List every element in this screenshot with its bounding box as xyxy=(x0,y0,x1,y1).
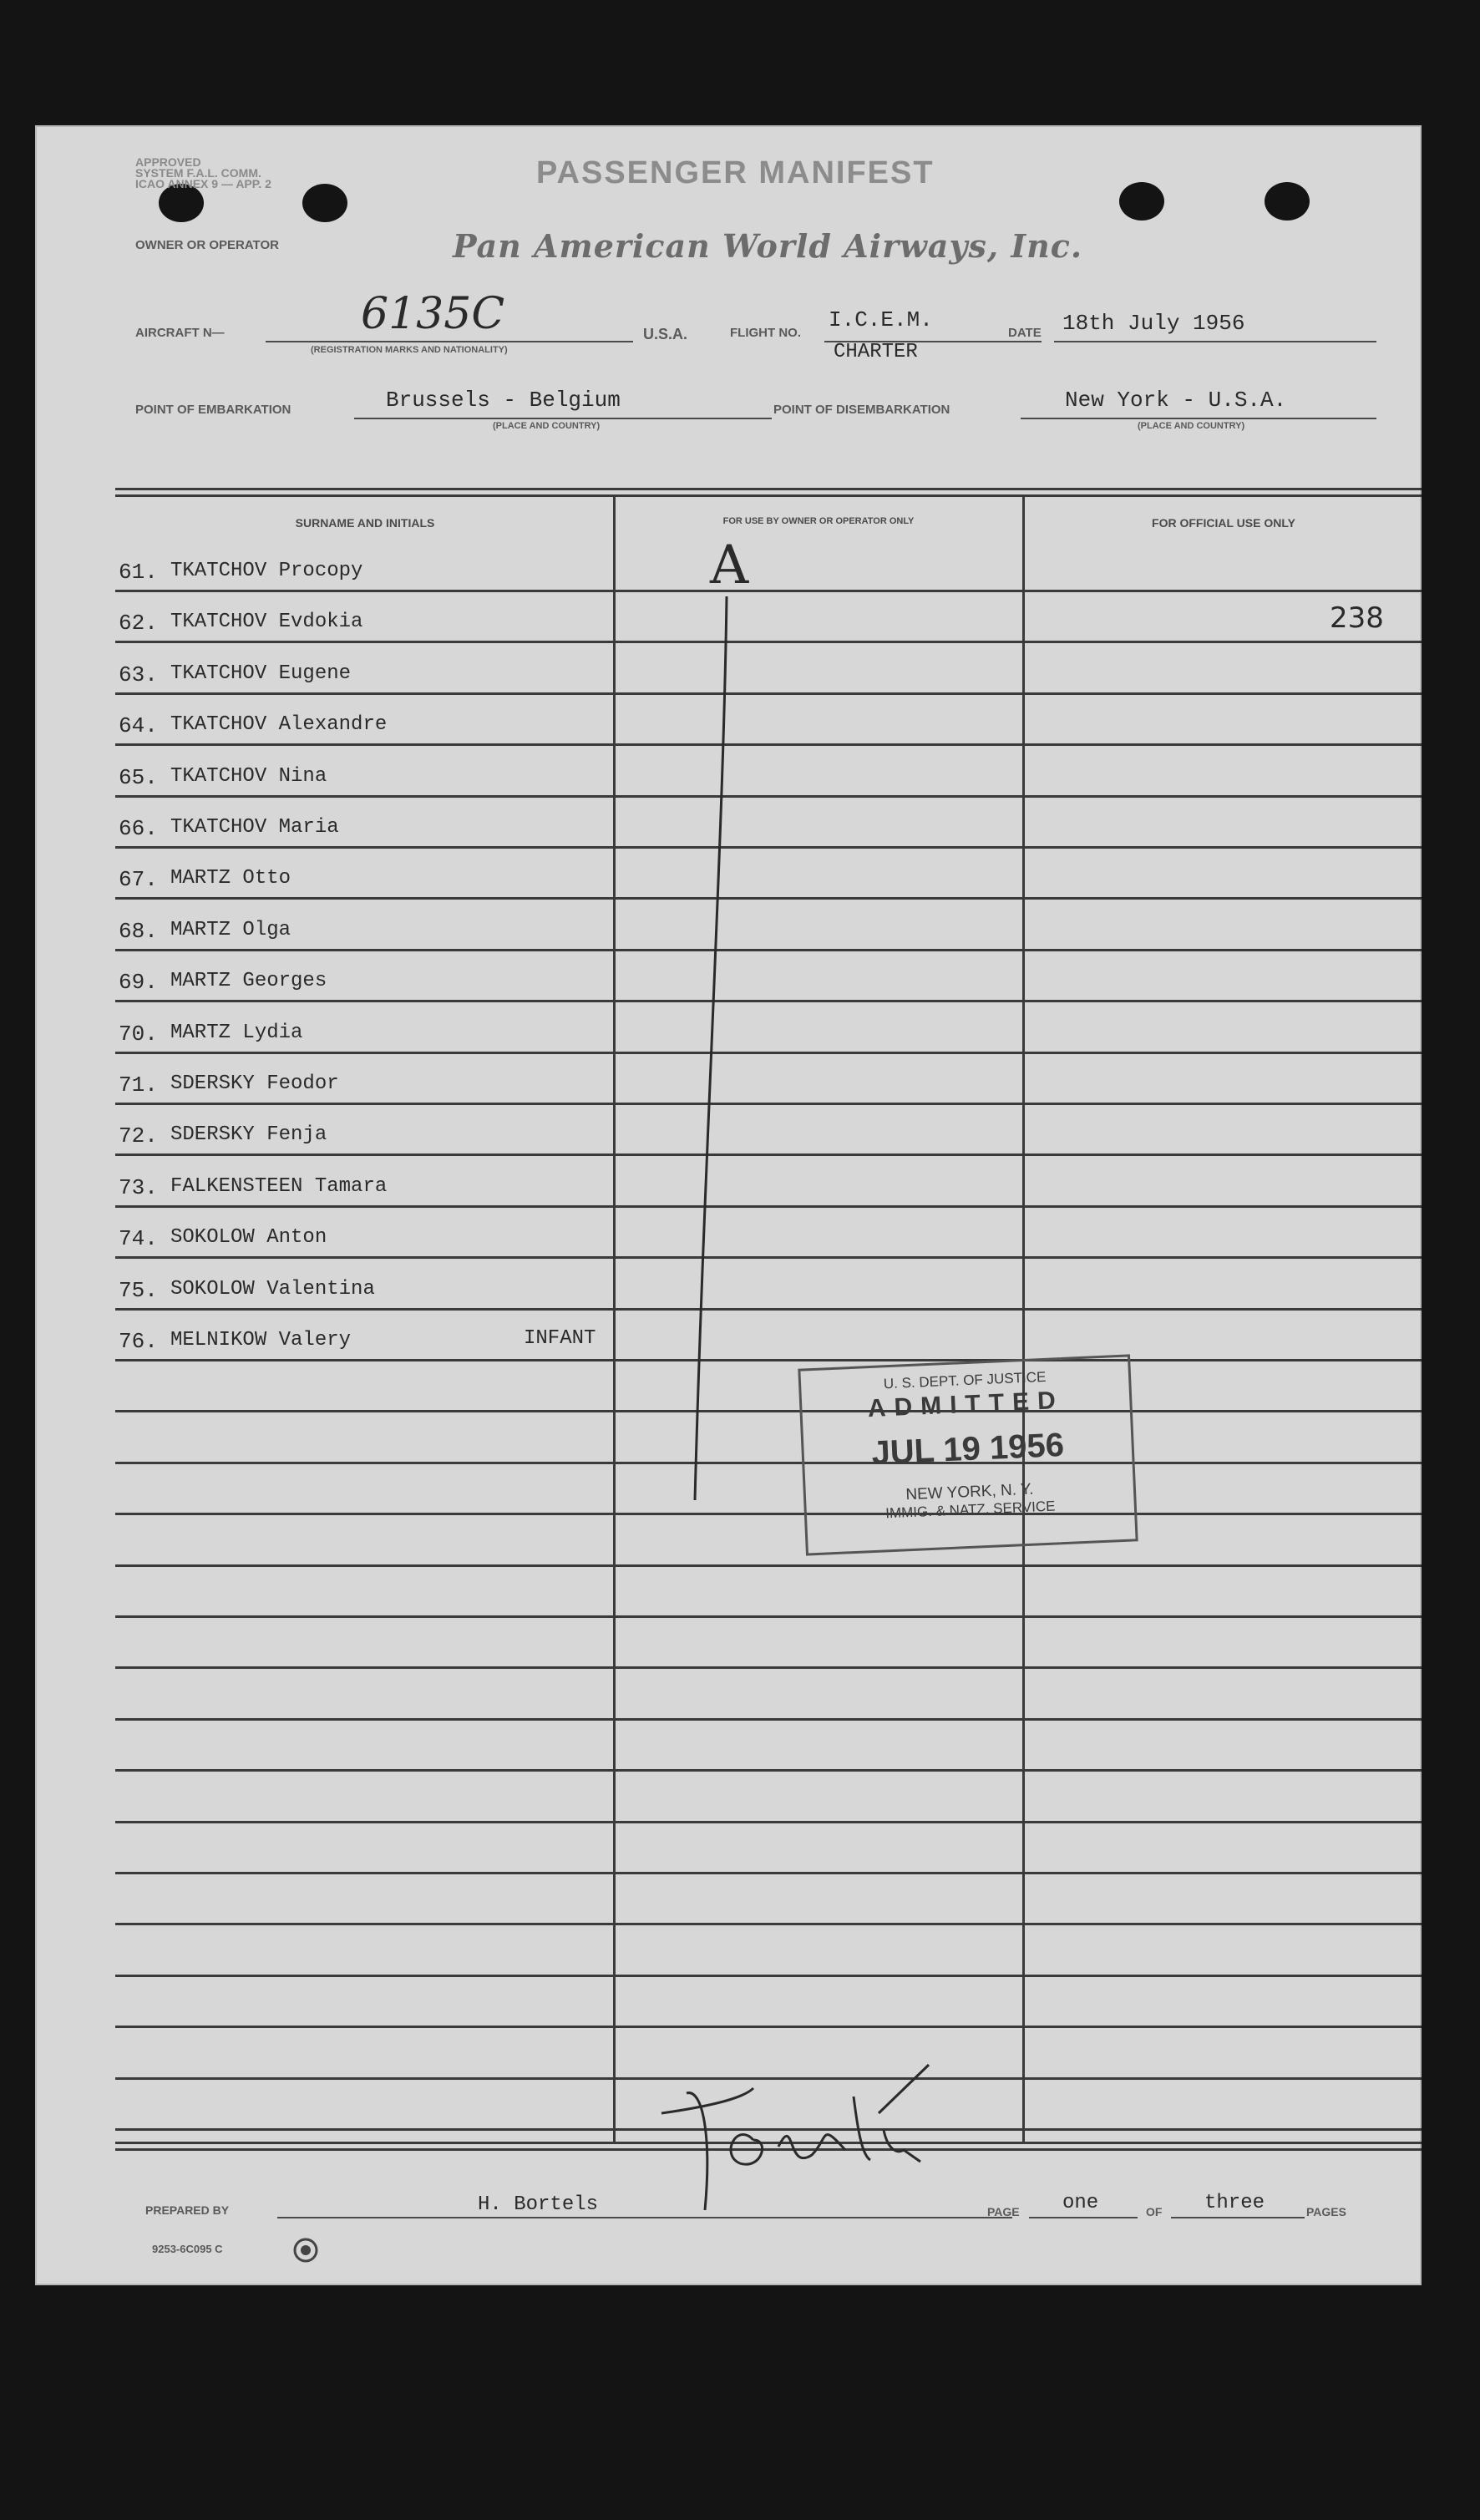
table-row xyxy=(119,953,1422,1004)
disembark-place: New York - U.S.A. xyxy=(1065,388,1287,413)
page-number: one xyxy=(1062,2192,1099,2214)
page-total: three xyxy=(1204,2192,1265,2214)
flight-label: FLIGHT NO. xyxy=(730,326,801,340)
union-label-icon xyxy=(292,2237,319,2264)
row-rule xyxy=(115,1154,1422,1156)
passenger-name: TKATCHOV Evdokia xyxy=(170,611,363,634)
prepared-label: PREPARED BY xyxy=(145,2203,230,2217)
embark-caption: (PLACE AND COUNTRY) xyxy=(493,421,601,431)
table-row xyxy=(119,1312,1422,1363)
owner-label: OWNER OR OPERATOR xyxy=(135,238,279,252)
passenger-number: 71. xyxy=(119,1072,158,1098)
row-rule xyxy=(115,1000,1422,1002)
punch-hole xyxy=(1119,182,1164,221)
embark-label: POINT OF EMBARKATION xyxy=(135,403,291,417)
column-header-name: SURNAME AND INITIALS xyxy=(295,516,435,530)
passenger-name: FALKENSTEEN Tamara xyxy=(170,1174,388,1198)
passenger-name: SDERSKY Feodor xyxy=(170,1072,339,1095)
table-row xyxy=(119,1209,1422,1260)
column-header-operator: FOR USE BY OWNER OR OPERATOR ONLY xyxy=(722,516,915,526)
passenger-name: TKATCHOV Nina xyxy=(170,764,327,788)
stamp-line: U. S. DEPT. OF JUSTICE xyxy=(883,1368,1047,1392)
row-rule xyxy=(115,1821,1422,1823)
row-rule xyxy=(115,1513,1422,1515)
column-header-official: FOR OFFICIAL USE ONLY xyxy=(1152,516,1295,530)
row-rule xyxy=(115,692,1422,695)
punch-hole xyxy=(302,184,347,222)
passenger-number: 69. xyxy=(119,970,158,996)
row-rule xyxy=(115,1975,1422,1977)
passenger-name: MARTZ Otto xyxy=(170,867,291,890)
airline-name: Pan American World Airways, Inc. xyxy=(453,227,1083,265)
passenger-number: 70. xyxy=(119,1021,158,1047)
row-rule xyxy=(115,949,1422,951)
embark-place: Brussels - Belgium xyxy=(386,388,621,413)
preparer-signature xyxy=(653,2063,954,2213)
approval-line: APPROVED xyxy=(135,155,201,169)
row-rule xyxy=(115,743,1422,746)
flight-number: I.C.E.M. xyxy=(829,307,933,332)
table-row xyxy=(119,697,1422,748)
row-rule xyxy=(115,846,1422,849)
passenger-number: 67. xyxy=(119,867,158,893)
aircraft-number: 6135C xyxy=(361,289,505,339)
row-rule xyxy=(115,1410,1422,1412)
passenger-number: 74. xyxy=(119,1226,158,1252)
stamp-line: ADMITTED xyxy=(867,1386,1065,1423)
table-row xyxy=(119,646,1422,697)
table-row xyxy=(119,850,1422,901)
form-number: 9253-6C095 C xyxy=(152,2243,223,2255)
passenger-number: 76. xyxy=(119,1329,158,1354)
passenger-name: TKATCHOV Eugene xyxy=(170,662,352,685)
row-rule xyxy=(115,1564,1422,1567)
passenger-name: MARTZ Lydia xyxy=(170,1021,303,1044)
row-rule xyxy=(115,1359,1422,1361)
passenger-name: TKATCHOV Alexandre xyxy=(170,713,388,737)
prepared-by: H. Bortels xyxy=(478,2193,599,2216)
passenger-number: 66. xyxy=(119,816,158,841)
table-row xyxy=(119,902,1422,953)
passenger-name: SDERSKY Fenja xyxy=(170,1123,327,1147)
manifest-date: 18th July 1956 xyxy=(1062,311,1245,336)
table-row xyxy=(119,543,1422,594)
table-row xyxy=(119,1056,1422,1107)
row-rule xyxy=(115,1205,1422,1208)
row-rule xyxy=(115,1256,1422,1259)
date-label: DATE xyxy=(1008,326,1042,340)
passenger-number: 68. xyxy=(119,918,158,944)
row-rule xyxy=(115,795,1422,798)
passenger-name: MARTZ Georges xyxy=(170,970,327,993)
approval-note xyxy=(135,157,271,190)
pages-label: PAGES xyxy=(1306,2205,1346,2218)
passenger-number: 61. xyxy=(119,560,158,585)
passenger-number: 64. xyxy=(119,713,158,739)
passenger-name: SOKOLOW Anton xyxy=(170,1226,327,1250)
passenger-note: INFANT xyxy=(524,1327,596,1350)
punch-hole xyxy=(1265,182,1310,221)
table-row xyxy=(119,1261,1422,1312)
table-row xyxy=(119,748,1422,799)
aircraft-label: AIRCRAFT N— xyxy=(135,326,225,340)
passenger-number: 63. xyxy=(119,662,158,687)
admitted-stamp xyxy=(798,1354,1138,1555)
passenger-number: 73. xyxy=(119,1174,158,1200)
row-rule xyxy=(115,2026,1422,2028)
row-rule xyxy=(115,1615,1422,1618)
table-row xyxy=(119,799,1422,850)
ditto-line xyxy=(687,593,737,1503)
row-rule xyxy=(115,1666,1422,1669)
row-rule xyxy=(115,1308,1422,1311)
disembark-caption: (PLACE AND COUNTRY) xyxy=(1138,421,1245,431)
table-row xyxy=(119,1005,1422,1056)
passenger-name: SOKOLOW Valentina xyxy=(170,1277,375,1301)
row-rule xyxy=(115,590,1422,592)
operator-mark: A xyxy=(710,535,749,596)
disembark-label: POINT OF DISEMBARKATION xyxy=(773,403,950,417)
flight-note: CHARTER xyxy=(834,341,918,363)
usa-label: U.S.A. xyxy=(643,326,688,342)
passenger-name: TKATCHOV Maria xyxy=(170,816,339,839)
row-rule xyxy=(115,897,1422,900)
passenger-name: TKATCHOV Procopy xyxy=(170,560,363,582)
stamp-line: NEW YORK, N. Y. xyxy=(905,1480,1034,1504)
row-rule xyxy=(115,1103,1422,1105)
stamp-line: IMMIG. & NATZ. SERVICE xyxy=(884,1498,1056,1522)
table-row xyxy=(119,594,1422,645)
document-title: PASSENGER MANIFEST xyxy=(536,155,935,190)
passenger-number: 65. xyxy=(119,764,158,790)
row-rule xyxy=(115,1462,1422,1464)
row-rule xyxy=(115,641,1422,643)
approval-line: SYSTEM F.A.L. COMM. xyxy=(135,166,261,180)
passenger-number: 72. xyxy=(119,1123,158,1149)
row-rule xyxy=(115,1872,1422,1874)
passenger-name: MARTZ Olga xyxy=(170,918,291,941)
page-label: PAGE xyxy=(987,2205,1020,2218)
passenger-number: 75. xyxy=(119,1277,158,1303)
of-label: OF xyxy=(1146,2205,1163,2218)
row-rule xyxy=(115,1718,1422,1721)
table-row xyxy=(119,1159,1422,1209)
table-row xyxy=(119,1107,1422,1158)
stamp-date: JUL 19 1956 xyxy=(870,1426,1065,1473)
registration-caption: (REGISTRATION MARKS AND NATIONALITY) xyxy=(311,345,508,355)
manifest-sheet xyxy=(35,125,1422,2285)
approval-line: ICAO ANNEX 9 — APP. 2 xyxy=(135,177,271,190)
official-note: 238 xyxy=(1330,601,1384,635)
row-rule xyxy=(115,1052,1422,1054)
row-rule xyxy=(115,1769,1422,1772)
passenger-number: 62. xyxy=(119,611,158,636)
passenger-name: MELNIKOW Valery xyxy=(170,1329,352,1351)
row-rule xyxy=(115,1923,1422,1925)
